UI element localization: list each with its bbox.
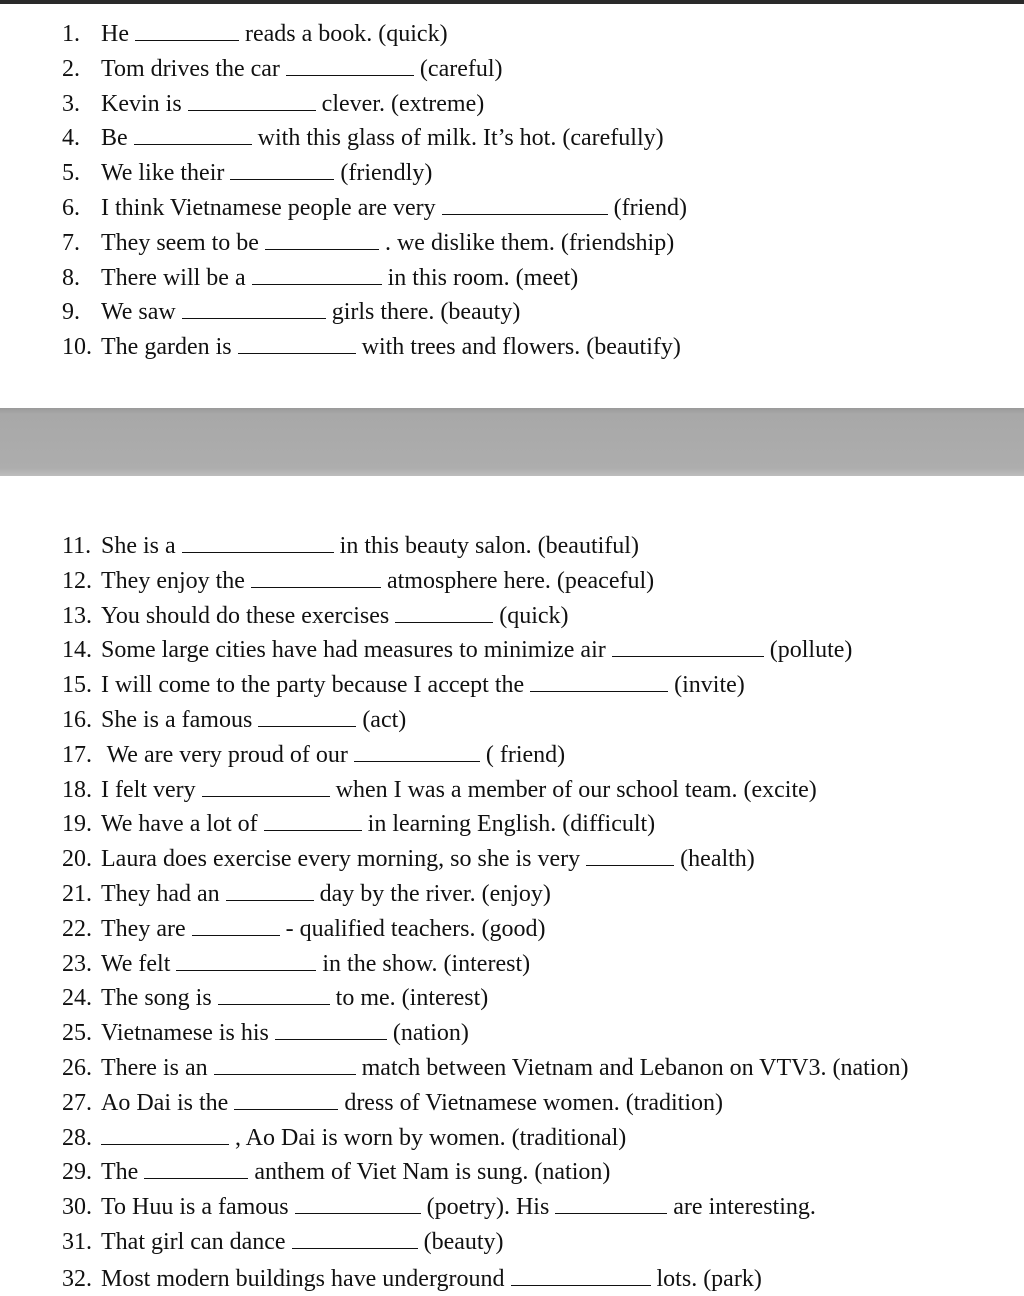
answer-blank[interactable] — [144, 1156, 248, 1179]
exercise-item — [62, 633, 852, 667]
exercise-text: atmosphere here. (peaceful) — [386, 567, 655, 594]
exercise-text: Be — [101, 125, 128, 152]
exercise-item — [62, 807, 655, 841]
exercise-text: There is an — [101, 1055, 208, 1081]
answer-blank[interactable] — [354, 739, 480, 762]
exercise-item — [62, 87, 484, 121]
exercise-text: Kevin is — [101, 90, 182, 117]
exercise-item — [62, 261, 578, 295]
answer-blank[interactable] — [182, 296, 326, 319]
answer-blank[interactable] — [230, 157, 334, 180]
answer-blank[interactable] — [292, 1226, 418, 1249]
exercise-number: 7. — [62, 229, 80, 256]
exercise-text: The song is — [101, 985, 212, 1012]
exercise-text: are interesting. — [673, 1194, 816, 1221]
answer-blank[interactable] — [214, 1052, 356, 1075]
exercise-number: 16. — [62, 707, 92, 733]
exercise-item — [62, 330, 681, 364]
exercise-number: 6. — [62, 195, 80, 221]
exercise-text: (act) — [362, 707, 407, 733]
answer-blank[interactable] — [188, 88, 316, 111]
answer-blank[interactable] — [218, 982, 330, 1005]
exercise-number: 21. — [62, 881, 92, 907]
exercise-item — [62, 156, 432, 190]
exercise-text: I felt very — [101, 776, 196, 803]
exercise-text: I will come to the party because I accept the — [101, 672, 525, 699]
exercise-number: 9. — [62, 299, 80, 326]
exercise-number: 19. — [62, 811, 92, 838]
exercise-item — [62, 842, 755, 876]
exercise-text: in this room. (meet) — [387, 264, 579, 291]
exercise-item — [62, 295, 520, 329]
exercise-item — [62, 191, 687, 225]
exercise-item — [62, 17, 448, 51]
exercise-number: 15. — [62, 672, 92, 699]
exercise-text: lots. (park) — [656, 1266, 762, 1292]
exercise-item — [62, 1155, 610, 1189]
exercise-text: (quick) — [499, 602, 569, 629]
exercise-number: 29. — [62, 1159, 92, 1186]
exercise-text: reads a book. (quick) — [244, 21, 448, 47]
exercise-text: He — [101, 21, 129, 47]
exercise-item — [62, 668, 745, 702]
exercise-number: 28. — [62, 1124, 92, 1151]
answer-blank[interactable] — [530, 669, 668, 692]
exercise-text: (poetry). His — [426, 1194, 550, 1221]
exercise-number: 20. — [62, 846, 92, 873]
exercise-text: They enjoy the — [101, 567, 245, 594]
answer-blank[interactable] — [612, 634, 764, 657]
exercise-item — [62, 52, 503, 86]
exercise-item — [62, 773, 817, 807]
exercise-text: They seem to be — [101, 229, 259, 256]
exercise-text: We have a lot of — [101, 811, 258, 838]
exercise-number: 12. — [62, 567, 92, 594]
answer-blank[interactable] — [234, 1087, 338, 1110]
exercise-text: (careful) — [419, 55, 503, 82]
exercise-text: anthem of Viet Nam is sung. (nation) — [254, 1159, 611, 1186]
answer-blank[interactable] — [275, 1017, 387, 1040]
exercise-number: 3. — [62, 90, 80, 117]
exercise-item — [62, 529, 639, 563]
exercise-number: 23. — [62, 950, 92, 977]
exercise-item — [62, 1016, 469, 1050]
exercise-number: 25. — [62, 1020, 92, 1047]
exercise-item — [62, 599, 569, 633]
exercise-text: Vietnamese is his — [101, 1020, 269, 1047]
exercise-number: 14. — [62, 637, 92, 664]
exercise-number: 27. — [62, 1089, 92, 1116]
exercise-item — [62, 564, 654, 598]
exercise-item — [62, 1121, 626, 1155]
exercise-text: ( friend) — [485, 741, 566, 768]
answer-blank[interactable] — [252, 262, 382, 285]
exercise-text: in the show. (interest) — [322, 950, 531, 977]
answer-blank[interactable] — [258, 704, 356, 727]
exercise-text: day by the river. (enjoy) — [319, 881, 551, 907]
answer-blank[interactable] — [251, 565, 381, 588]
exercise-text: We are very proud of our — [101, 741, 348, 768]
exercise-text: Most modern buildings have underground — [101, 1266, 505, 1292]
exercise-text: They are — [101, 915, 186, 942]
exercise-item — [62, 877, 551, 911]
exercise-text: She is a famous — [101, 707, 253, 733]
answer-blank[interactable] — [395, 600, 493, 623]
answer-blank[interactable] — [135, 18, 239, 41]
exercise-item — [62, 981, 488, 1015]
answer-blank[interactable] — [511, 1263, 651, 1286]
answer-blank[interactable] — [134, 122, 252, 145]
exercise-text: We like their — [101, 160, 225, 187]
exercise-text: (friendly) — [340, 160, 433, 187]
exercise-text: The — [101, 1159, 139, 1186]
exercise-text: That girl can dance — [101, 1229, 286, 1255]
exercise-item — [62, 738, 565, 772]
exercise-text: girls there. (beauty) — [331, 299, 521, 326]
exercise-text: (nation) — [392, 1020, 469, 1047]
exercise-number: 10. — [62, 334, 92, 361]
answer-blank[interactable] — [442, 192, 608, 215]
exercise-number: 30. — [62, 1194, 92, 1221]
exercise-text: They had an — [101, 881, 220, 907]
exercise-number: 2. — [62, 55, 80, 82]
exercise-text: with trees and flowers. (beautify) — [361, 334, 681, 361]
exercise-text: To Huu is a famous — [101, 1194, 289, 1221]
answer-blank[interactable] — [295, 1191, 421, 1214]
exercise-item — [62, 226, 674, 260]
answer-blank[interactable] — [202, 774, 330, 797]
answer-blank[interactable] — [238, 331, 356, 354]
exercise-number: 1. — [62, 21, 80, 47]
exercise-number: 8. — [62, 264, 80, 291]
exercise-text: (health) — [680, 846, 755, 873]
exercise-text: You should do these exercises — [101, 602, 390, 629]
page-separator — [0, 408, 1024, 476]
exercise-number: 5. — [62, 160, 80, 187]
exercise-number: 11. — [62, 533, 92, 559]
answer-blank[interactable] — [555, 1191, 667, 1214]
exercise-text: in learning English. (difficult) — [367, 811, 656, 838]
exercise-text: . we dislike them. (friendship) — [384, 229, 675, 256]
answer-blank[interactable] — [264, 808, 362, 831]
answer-blank[interactable] — [265, 227, 379, 250]
exercise-item — [62, 912, 546, 946]
exercise-text: clever. (extreme) — [321, 90, 485, 117]
exercise-text: with this glass of milk. It’s hot. (carefully) — [257, 125, 664, 152]
answer-blank[interactable] — [182, 530, 334, 553]
exercise-text: I think Vietnamese people are very — [101, 195, 436, 221]
exercise-item — [62, 1190, 816, 1224]
exercise-number: 26. — [62, 1055, 92, 1081]
exercise-text: We saw — [101, 299, 176, 326]
exercise-item — [62, 1225, 504, 1259]
exercise-number: 24. — [62, 985, 92, 1012]
exercise-text: dress of Vietnamese women. (tradition) — [344, 1089, 723, 1116]
exercise-text: She is a — [101, 533, 176, 559]
answer-blank[interactable] — [286, 53, 414, 76]
exercise-text: , Ao Dai is worn by women. (traditional) — [235, 1124, 627, 1151]
answer-blank[interactable] — [226, 878, 314, 901]
answer-blank[interactable] — [176, 948, 316, 971]
exercise-item — [62, 1086, 723, 1120]
exercise-item — [62, 947, 530, 981]
answer-blank[interactable] — [101, 1122, 229, 1145]
exercise-number: 32. — [62, 1266, 92, 1292]
answer-blank[interactable] — [586, 843, 674, 866]
exercise-item — [62, 703, 406, 737]
exercise-text: to me. (interest) — [335, 985, 489, 1012]
exercise-number: 31. — [62, 1229, 92, 1255]
exercise-number: 22. — [62, 915, 92, 942]
exercise-text: Laura does exercise every morning, so she is very — [101, 846, 581, 873]
exercise-number: 4. — [62, 125, 80, 152]
exercise-text: The garden is — [101, 334, 232, 361]
exercise-text: There will be a — [101, 264, 246, 291]
exercise-text: Ao Dai is the — [101, 1089, 229, 1116]
exercise-text: (invite) — [674, 672, 745, 699]
exercise-text: (pollute) — [769, 637, 853, 664]
answer-blank[interactable] — [192, 913, 280, 936]
exercise-item — [62, 1051, 908, 1085]
exercise-item-cut-off — [62, 1262, 762, 1296]
exercise-text: - qualified teachers. (good) — [285, 915, 546, 942]
exercise-number: 17. — [62, 741, 92, 768]
exercise-text: (friend) — [613, 195, 687, 221]
exercise-text: (beauty) — [423, 1229, 504, 1255]
exercise-number: 13. — [62, 602, 92, 629]
exercise-text: Some large cities have had measures to minimize air — [101, 637, 606, 664]
exercise-text: We felt — [101, 950, 171, 977]
exercise-text: match between Vietnam and Lebanon on VTV3. (nation) — [361, 1055, 909, 1081]
exercise-text: when I was a member of our school team. (excite) — [335, 776, 817, 803]
exercise-item — [62, 121, 664, 155]
exercise-text: Tom drives the car — [101, 55, 280, 82]
exercise-number: 18. — [62, 776, 92, 803]
exercise-text: in this beauty salon. (beautiful) — [339, 533, 639, 559]
